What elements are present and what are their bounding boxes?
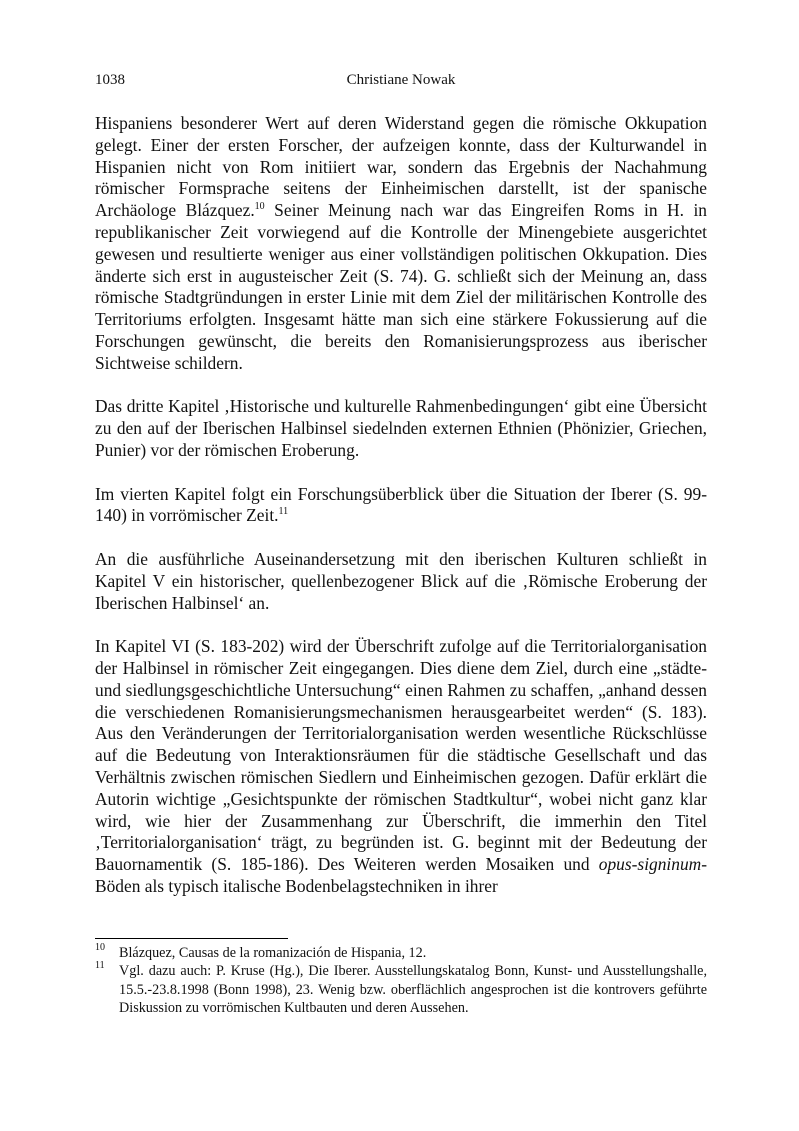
paragraph-5-text-a: In Kapitel VI (S. 183-202) wird der Überschrift zufolge auf die Territorialorganisation der Halbinsel in römischer Zeit eingegangen. Dies diene dem Ziel, durch eine „städte- und siedlungsgeschichtliche Untersuchung“ einen Rahmen zu schaffen, „anhand dessen die verschiedenen Romanisierungsmechanismen herausgearbeitet werden“ (S. 183). Aus den Veränderungen der Territorialorganisation werden wesentliche Rückschlüsse auf die Bedeutung von Interaktionsräumen für die städtische Gesellschaft und das Verhältnis zwischen römischen Siedlern und Einheimischen gezogen. Dafür erklärt die Autorin wichtige „Gesichtspunkte der römischen Stadtkultur“, wobei nicht ganz klar wird, wie hier der Zusammenhang zur Überschrift, die immerhin den Titel ‚Territorialorganisation‘ trägt, zu begründen ist. G. beginnt mit der Bedeutung der Bauornamentik (S. 185-186). Des Weiteren werden Mosaiken und <box>95 636 707 875</box>
paragraph-2: Das dritte Kapitel ‚Historische und kulturelle Rahmenbedingungen‘ gibt eine Übersicht zu den auf der Iberischen Halbinsel siedelnden externen Ethnien (Phönizier, Griechen, Punier) vor der römischen Eroberung. <box>95 396 707 460</box>
footnote-ref-10[interactable]: 10 <box>254 201 265 213</box>
footnote-10 <box>95 944 707 962</box>
paragraph-1-text-a: Hispaniens besonderer Wert auf deren Widerstand gegen die römische Okkupation gelegt. Einer der ersten Forscher, der aufzeigen konnte, dass der Kulturwandel in Hispanien nicht von Rom initiiert war, sondern das Ergebnis der Nachahmung römischer Formsprache seitens der Einheimischen darstellt, ist der spanische Archäologe Blázquez. <box>95 113 707 221</box>
running-header <box>95 72 707 94</box>
main-text <box>95 113 707 919</box>
paragraph-1-text-b: Seiner Meinung nach war das Eingreifen Roms in H. in republikanischer Zeit vorwiegend auf die Kontrolle der Minengebiete ausgerichtet gewesen und resultierte weniger aus einer vollständigen politischen Okkupation. Dies änderte sich erst in augusteischer Zeit (S. 74). G. schließt sich der Meinung an, dass römische Stadtgründungen in erster Linie mit dem Ziel der militärischen Kontrolle des Territoriums erfolgten. Insgesamt hätte man sich eine stärkere Fokussierung auf die Forschungen gewünscht, die bereits den Romanisierungsprozess aus iberischer Sichtweise schildern. <box>95 200 707 373</box>
footnote-text: Blázquez, Causas de la romanización de Hispania, 12. <box>119 945 427 961</box>
paragraph-3-text: Im vierten Kapitel folgt ein Forschungsüberblick über die Situation der Iberer (S. 99-140) in vorrömischer Zeit. <box>95 483 707 526</box>
paragraph-3 <box>95 484 707 528</box>
footnote-mark: 10 <box>95 942 105 953</box>
footnote-separator <box>95 938 288 939</box>
footnotes <box>95 944 707 1018</box>
footnote-ref-11[interactable]: 11 <box>278 506 289 518</box>
italic-term: opus-signinum <box>598 854 702 875</box>
footnote-mark: 11 <box>95 960 105 972</box>
book-page <box>95 0 707 1131</box>
paragraph-5-text-b: -Böden als typisch italische Bodenbelagstechniken in ihrer <box>95 854 707 896</box>
paragraph-5 <box>95 636 707 898</box>
paragraph-1 <box>95 113 707 375</box>
footnote-text: Vgl. dazu auch: P. Kruse (Hg.), Die Iberer. Ausstellungskatalog Bonn, Kunst- und Ausstellungshalle, 15.5.-23.8.1998 (Bonn 1998), 23. Wenig bzw. oberflächlich angesprochen ist die kontrovers geführte Diskussion zu vorrömischen Kultbauten und deren Aussehen. <box>119 963 707 1017</box>
paragraph-4: An die ausführliche Auseinandersetzung mit den iberischen Kulturen schließt in Kapitel V ein historischer, quellenbezogener Blick auf die ‚Römische Eroberung der Iberischen Halbinsel‘ an. <box>95 548 707 613</box>
page-number: 1038 <box>95 72 125 88</box>
running-head-author: Christiane Nowak <box>346 72 456 88</box>
footnote-11 <box>95 962 707 1017</box>
